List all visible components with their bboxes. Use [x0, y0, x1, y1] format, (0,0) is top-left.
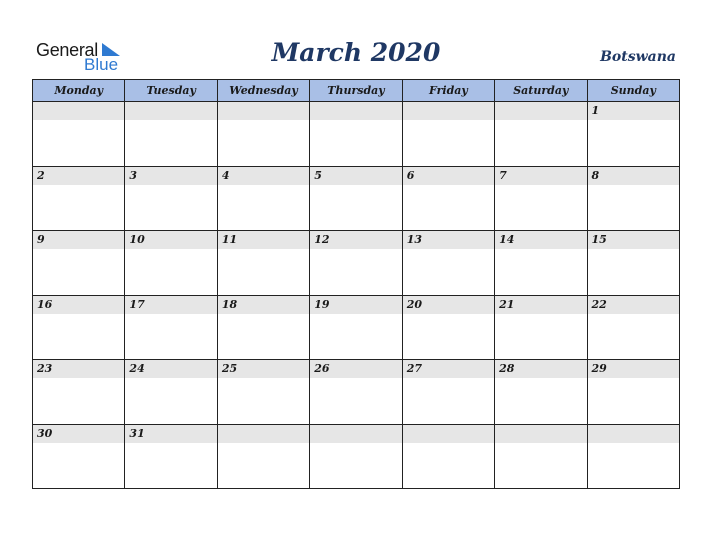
day-cell[interactable] — [33, 102, 125, 167]
day-cell[interactable] — [217, 295, 309, 360]
day-number — [403, 102, 494, 120]
weekday-header-tuesday: Tuesday — [125, 80, 217, 102]
day-cell[interactable] — [402, 424, 494, 489]
day-cell[interactable] — [310, 360, 402, 425]
logo-text-general: General — [36, 40, 98, 60]
day-cell[interactable] — [33, 295, 125, 360]
day-cell[interactable] — [495, 102, 587, 167]
day-cell[interactable] — [217, 424, 309, 489]
day-number: 17 — [125, 296, 216, 314]
day-number — [125, 102, 216, 120]
day-number — [218, 102, 309, 120]
day-cell[interactable] — [310, 295, 402, 360]
day-cell[interactable] — [587, 102, 679, 167]
day-number: 9 — [33, 231, 124, 249]
day-number: 29 — [588, 360, 679, 378]
day-cell[interactable] — [495, 231, 587, 296]
week-row — [33, 102, 680, 167]
day-number: 1 — [588, 102, 679, 120]
day-cell[interactable] — [402, 231, 494, 296]
day-number: 21 — [495, 296, 586, 314]
day-number: 4 — [218, 167, 309, 185]
day-number: 2 — [33, 167, 124, 185]
weekday-header-wednesday: Wednesday — [217, 80, 309, 102]
day-number — [310, 425, 401, 443]
day-cell[interactable] — [125, 360, 217, 425]
day-number: 25 — [218, 360, 309, 378]
day-number: 8 — [588, 167, 679, 185]
weekday-header-saturday: Saturday — [495, 80, 587, 102]
day-cell[interactable] — [217, 166, 309, 231]
day-cell[interactable] — [587, 231, 679, 296]
day-cell[interactable] — [33, 231, 125, 296]
day-cell[interactable] — [402, 166, 494, 231]
day-cell[interactable] — [217, 102, 309, 167]
week-row — [33, 166, 680, 231]
day-cell[interactable] — [402, 295, 494, 360]
day-number: 28 — [495, 360, 586, 378]
day-number: 6 — [403, 167, 494, 185]
day-number: 15 — [588, 231, 679, 249]
day-cell[interactable] — [125, 424, 217, 489]
day-number: 14 — [495, 231, 586, 249]
weekday-header-row — [33, 80, 680, 102]
day-number: 3 — [125, 167, 216, 185]
day-number — [403, 425, 494, 443]
day-cell[interactable] — [587, 166, 679, 231]
day-cell[interactable] — [402, 102, 494, 167]
week-row — [33, 231, 680, 296]
day-cell[interactable] — [125, 231, 217, 296]
day-cell[interactable] — [402, 360, 494, 425]
day-number: 7 — [495, 167, 586, 185]
day-cell[interactable] — [587, 424, 679, 489]
day-cell[interactable] — [217, 231, 309, 296]
day-number: 12 — [310, 231, 401, 249]
day-cell[interactable] — [495, 424, 587, 489]
day-number: 26 — [310, 360, 401, 378]
day-number: 19 — [310, 296, 401, 314]
calendar-title: March 2020 — [271, 38, 441, 67]
week-row — [33, 360, 680, 425]
country-label: Botswana — [600, 49, 676, 65]
day-cell[interactable] — [495, 295, 587, 360]
day-number: 31 — [125, 425, 216, 443]
calendar-body — [33, 102, 680, 489]
day-cell[interactable] — [125, 102, 217, 167]
calendar-grid — [32, 79, 680, 489]
day-number — [33, 102, 124, 120]
day-cell[interactable] — [125, 166, 217, 231]
day-number — [218, 425, 309, 443]
day-number — [588, 425, 679, 443]
day-cell[interactable] — [33, 166, 125, 231]
week-row — [33, 295, 680, 360]
day-number: 24 — [125, 360, 216, 378]
day-number — [495, 425, 586, 443]
day-number: 18 — [218, 296, 309, 314]
weekday-header-friday: Friday — [402, 80, 494, 102]
day-number — [310, 102, 401, 120]
day-number: 22 — [588, 296, 679, 314]
day-number: 11 — [218, 231, 309, 249]
day-number: 20 — [403, 296, 494, 314]
weekday-header-monday: Monday — [33, 80, 125, 102]
day-cell[interactable] — [310, 231, 402, 296]
day-cell[interactable] — [33, 360, 125, 425]
day-number: 27 — [403, 360, 494, 378]
day-number: 23 — [33, 360, 124, 378]
weekday-header-sunday: Sunday — [587, 80, 679, 102]
day-cell[interactable] — [33, 424, 125, 489]
day-cell[interactable] — [495, 360, 587, 425]
day-number: 10 — [125, 231, 216, 249]
day-number: 16 — [33, 296, 124, 314]
day-cell[interactable] — [587, 360, 679, 425]
week-row — [33, 424, 680, 489]
day-cell[interactable] — [310, 166, 402, 231]
logo-text-blue: Blue — [84, 55, 119, 74]
weekday-header-thursday: Thursday — [310, 80, 402, 102]
day-cell[interactable] — [310, 424, 402, 489]
day-number: 5 — [310, 167, 401, 185]
day-cell[interactable] — [495, 166, 587, 231]
day-cell[interactable] — [217, 360, 309, 425]
day-number: 13 — [403, 231, 494, 249]
day-number: 30 — [33, 425, 124, 443]
day-number — [495, 102, 586, 120]
day-cell[interactable] — [125, 295, 217, 360]
day-cell[interactable] — [587, 295, 679, 360]
day-cell[interactable] — [310, 102, 402, 167]
